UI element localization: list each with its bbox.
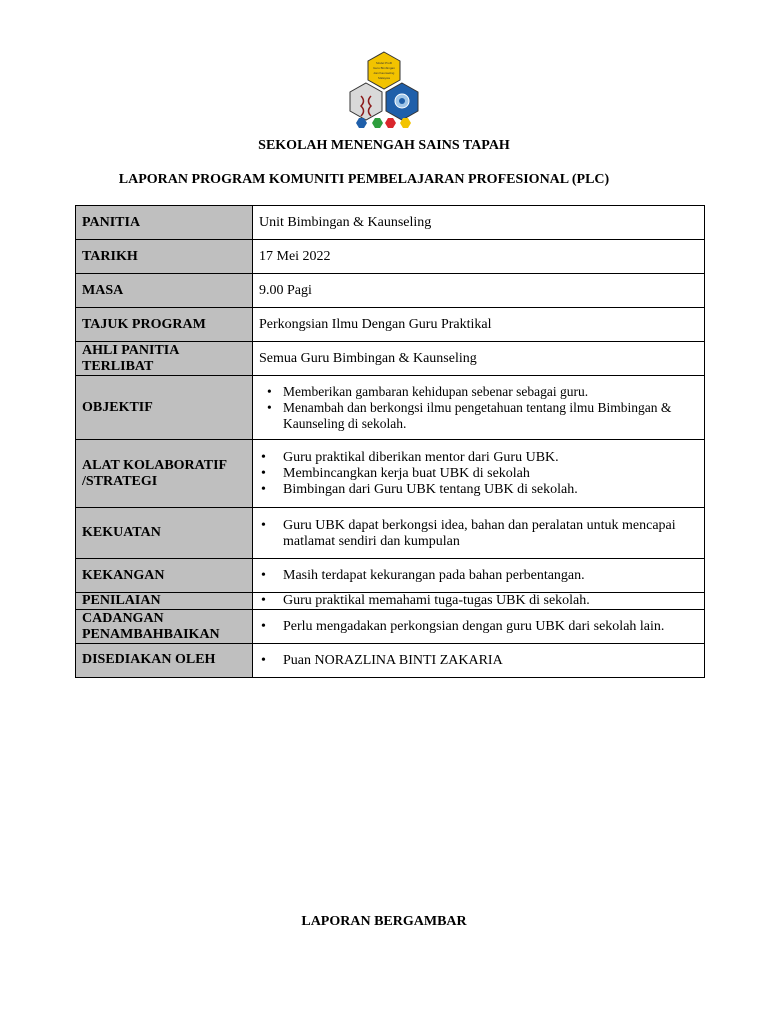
table-row	[76, 308, 705, 342]
strategy-list	[259, 450, 698, 498]
row-label: TAJUK PROGRAM	[76, 308, 253, 342]
prepared-by-list	[259, 653, 698, 669]
table-row	[76, 644, 705, 678]
table-row	[76, 342, 705, 376]
row-value: Unit Bimbingan & Kaunseling	[253, 206, 705, 240]
svg-text:dan Kaunseling: dan Kaunseling	[373, 71, 395, 75]
row-value	[253, 610, 705, 644]
row-value: Semua Guru Bimbingan & Kaunseling	[253, 342, 705, 376]
logo-dots	[356, 118, 411, 128]
row-label: KEKUATAN	[76, 508, 253, 559]
row-value	[253, 644, 705, 678]
list-item: • Masih terdapat kekurangan pada bahan perbentangan.	[283, 568, 698, 584]
row-label: DISEDIAKAN OLEH	[76, 644, 253, 678]
svg-text:Malaysia: Malaysia	[378, 76, 390, 80]
row-value	[253, 559, 705, 593]
row-value	[253, 508, 705, 559]
row-label: ALAT KOLABORATIF /STRATEGI	[76, 440, 253, 508]
row-label: MASA	[76, 274, 253, 308]
row-value	[253, 593, 705, 610]
table-row	[76, 593, 705, 610]
row-label: PANITIA	[76, 206, 253, 240]
row-value: 17 Mei 2022	[253, 240, 705, 274]
report-title: LAPORAN PROGRAM KOMUNITI PEMBELAJARAN PROFESIONAL (PLC)	[118, 172, 610, 187]
list-item: • Memberikan gambaran kehidupan sebenar sebagai guru.	[283, 384, 698, 400]
row-value	[253, 440, 705, 508]
row-value: 9.00 Pagi	[253, 274, 705, 308]
row-label: CADANGAN PENAMBAHBAIKAN	[76, 610, 253, 644]
footer-title: LAPORAN BERGAMBAR	[301, 914, 467, 929]
table-row	[76, 274, 705, 308]
row-label: TARIKH	[76, 240, 253, 274]
table-row	[76, 206, 705, 240]
list-item: • Guru praktikal memahami tuga-tugas UBK di sekolah.	[283, 593, 698, 609]
row-label: AHLI PANITIA TERLIBAT	[76, 342, 253, 376]
table-row	[76, 440, 705, 508]
list-item: • Perlu mengadakan perkongsian dengan guru UBK dari sekolah lain.	[283, 619, 698, 635]
row-label: PENILAIAN	[76, 593, 253, 610]
table-row	[76, 610, 705, 644]
list-item: • Guru praktikal diberikan mentor dari Guru UBK.	[283, 450, 698, 466]
list-item: • Puan NORAZLINA BINTI ZAKARIA	[283, 653, 698, 669]
list-item: • Menambah dan berkongsi ilmu pengetahuan tentang ilmu Bimbingan & Kaunseling di sekolah.	[283, 400, 698, 432]
table-row	[76, 376, 705, 440]
list-item: • Membincangkan kerja buat UBK di sekolah	[283, 466, 698, 482]
school-logo	[346, 50, 422, 132]
improvement-list	[259, 619, 698, 635]
row-value	[253, 376, 705, 440]
row-label: KEKANGAN	[76, 559, 253, 593]
row-value: Perkongsian Ilmu Dengan Guru Praktikal	[253, 308, 705, 342]
list-item: • Bimbingan dari Guru UBK tentang UBK di sekolah.	[283, 482, 698, 498]
svg-text:Guru Bimbingan: Guru Bimbingan	[373, 66, 395, 70]
list-item: • Guru UBK dapat berkongsi idea, bahan dan peralatan untuk mencapai matlamat sendiri dan kumpulan	[283, 518, 698, 550]
table-row	[76, 559, 705, 593]
row-label: OBJEKTIF	[76, 376, 253, 440]
strength-list	[259, 518, 698, 550]
objective-list	[259, 384, 698, 432]
evaluation-list	[259, 593, 698, 609]
school-name: SEKOLAH MENENGAH SAINS TAPAH	[258, 138, 510, 153]
plc-report-table	[75, 205, 705, 678]
constraint-list	[259, 568, 698, 584]
svg-text:Model Profil: Model Profil	[376, 61, 392, 65]
table-row	[76, 508, 705, 559]
logo-hexagons	[350, 52, 418, 120]
table-row	[76, 240, 705, 274]
